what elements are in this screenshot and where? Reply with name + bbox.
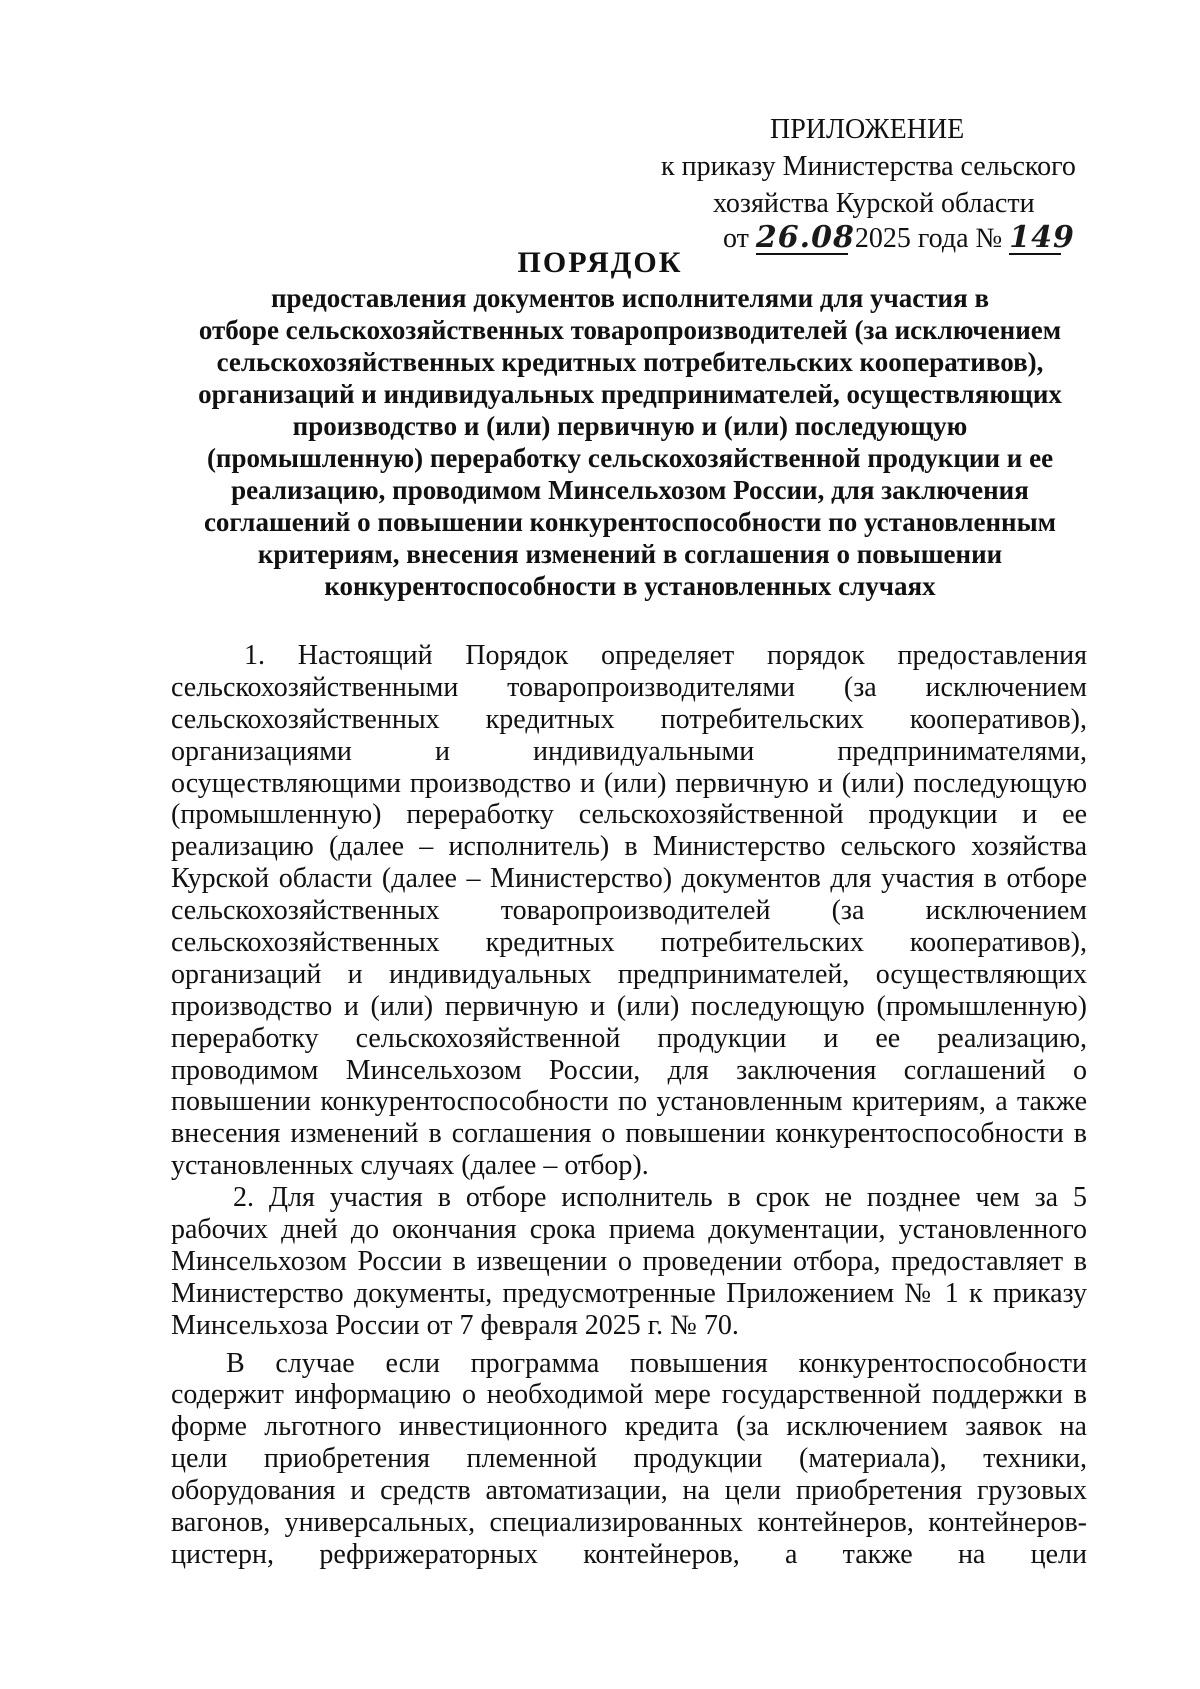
paragraph-line: осуществляющими производство и (или) первичную и (или) последующую — [171, 767, 1087, 799]
paragraph-line: установленных случаях (далее – отбор). — [171, 1150, 649, 1182]
subtitle-line: производство и (или) первичную и (или) последующую — [292, 411, 968, 441]
appendix-title: ПРИЛОЖЕНИЕ — [770, 114, 965, 145]
paragraph-line: оборудования и средств автоматизации, на цели приобретения грузовых — [171, 1475, 1087, 1507]
paragraph-line: реализацию (далее – исполнитель) в Министерство сельского хозяйства — [171, 831, 1087, 863]
subtitle-line: соглашений о повышении конкурентоспособности по установленным — [203, 507, 1057, 537]
paragraph-line: организациями и индивидуальными предпринимателями, — [171, 735, 1087, 767]
date-prefix: от — [723, 223, 749, 254]
subtitle-line: отборе сельскохозяйственных товаропроизводителей (за исключением — [198, 315, 1062, 345]
subtitle-line: (промышленную) переработку сельскохозяйственной продукции и ее — [206, 443, 1054, 473]
paragraph-line: вагонов, универсальных, специализированных контейнеров, контейнеров- — [171, 1507, 1087, 1539]
document-body — [171, 640, 1087, 1571]
appendix-ministry-line: хозяйства Курской области — [713, 188, 1035, 219]
subtitle-line: конкурентоспособности в установленных случаях — [324, 571, 936, 601]
paragraph-line: сельскохозяйственных кредитных потребительских кооперативов), — [171, 703, 1087, 735]
paragraph-line: сельскохозяйственными товаропроизводителями (за исключением — [171, 671, 1087, 703]
paragraph-2 — [171, 1182, 1087, 1341]
handwritten-number: 149 — [1009, 220, 1075, 255]
subtitle-line: критериям, внесения изменений в соглашения о повышении — [257, 539, 1003, 569]
paragraph-line: цистерн, рефрижераторных контейнеров, а также на цели — [171, 1538, 1087, 1570]
paragraph-line: В случае если программа повышения конкурентоспособности — [226, 1347, 1087, 1379]
subtitle-line: реализацию, проводимом Минсельхозом России, для заключения — [231, 475, 1029, 505]
paragraph-line: 1. Настоящий Порядок определяет порядок предоставления — [244, 640, 1087, 671]
paragraph-line: рабочих дней до окончания срока приема документации, установленного — [171, 1214, 1087, 1246]
subtitle-line: организаций и индивидуальных предпринимателей, осуществляющих — [198, 379, 1062, 409]
paragraph-line: форме льготного инвестиционного кредита (за исключением заявок на — [171, 1411, 1087, 1443]
handwritten-date: 26.08 — [755, 220, 855, 255]
paragraph-line: сельскохозяйственных кредитных потребительских кооперативов), — [171, 927, 1087, 959]
document-title: ПОРЯДОК — [517, 246, 683, 279]
year-number-label: 2025 года № — [854, 223, 1003, 254]
subtitle-line: предоставления документов исполнителями для участия в — [270, 283, 990, 313]
paragraph-1 — [171, 640, 1087, 1182]
paragraph-line: содержит информацию о необходимой мере государственной поддержки в — [171, 1379, 1087, 1411]
paragraph-line: Минсельхоза России от 7 февраля 2025 г. № 70. — [171, 1309, 739, 1341]
paragraph-line: внесения изменений в соглашения о повышении конкурентоспособности в — [171, 1118, 1087, 1150]
paragraph-line: переработку сельскохозяйственной продукции и ее реализацию, — [171, 1022, 1087, 1054]
document-subtitle — [170, 282, 1090, 602]
paragraph-line: 2. Для участия в отборе исполнитель в срок не позднее чем за 5 — [233, 1182, 1087, 1214]
paragraph-line: Курской области (далее – Министерство) документов для участия в отборе — [171, 863, 1087, 895]
paragraph-line: организаций и индивидуальных предпринимателей, осуществляющих — [171, 958, 1087, 990]
paragraph-line: проводимом Минсельхозом России, для заключения соглашений о — [171, 1054, 1087, 1086]
paragraph-line: цели приобретения племенной продукции (материала), техники, — [171, 1443, 1087, 1475]
paragraph-line: производство и (или) первичную и (или) последующую (промышленную) — [171, 990, 1087, 1022]
appendix-order-line: к приказу Министерства сельского — [661, 151, 1076, 182]
paragraph-line: Минсельхозом России в извещении о проведении отбора, предоставляет в — [171, 1245, 1087, 1277]
paragraph-line: повышении конкурентоспособности по установленным критериям, а также — [171, 1086, 1087, 1118]
paragraph-line: Министерство документы, предусмотренные Приложением № 1 к приказу — [171, 1277, 1087, 1309]
subtitle-line: сельскохозяйственных кредитных потребительских кооперативов), — [216, 347, 1044, 377]
paragraph-line: (промышленную) переработку сельскохозяйственной продукции и ее — [171, 799, 1087, 831]
paragraph-line: сельскохозяйственных товаропроизводителей (за исключением — [171, 895, 1087, 927]
paragraph-3 — [171, 1348, 1087, 1571]
